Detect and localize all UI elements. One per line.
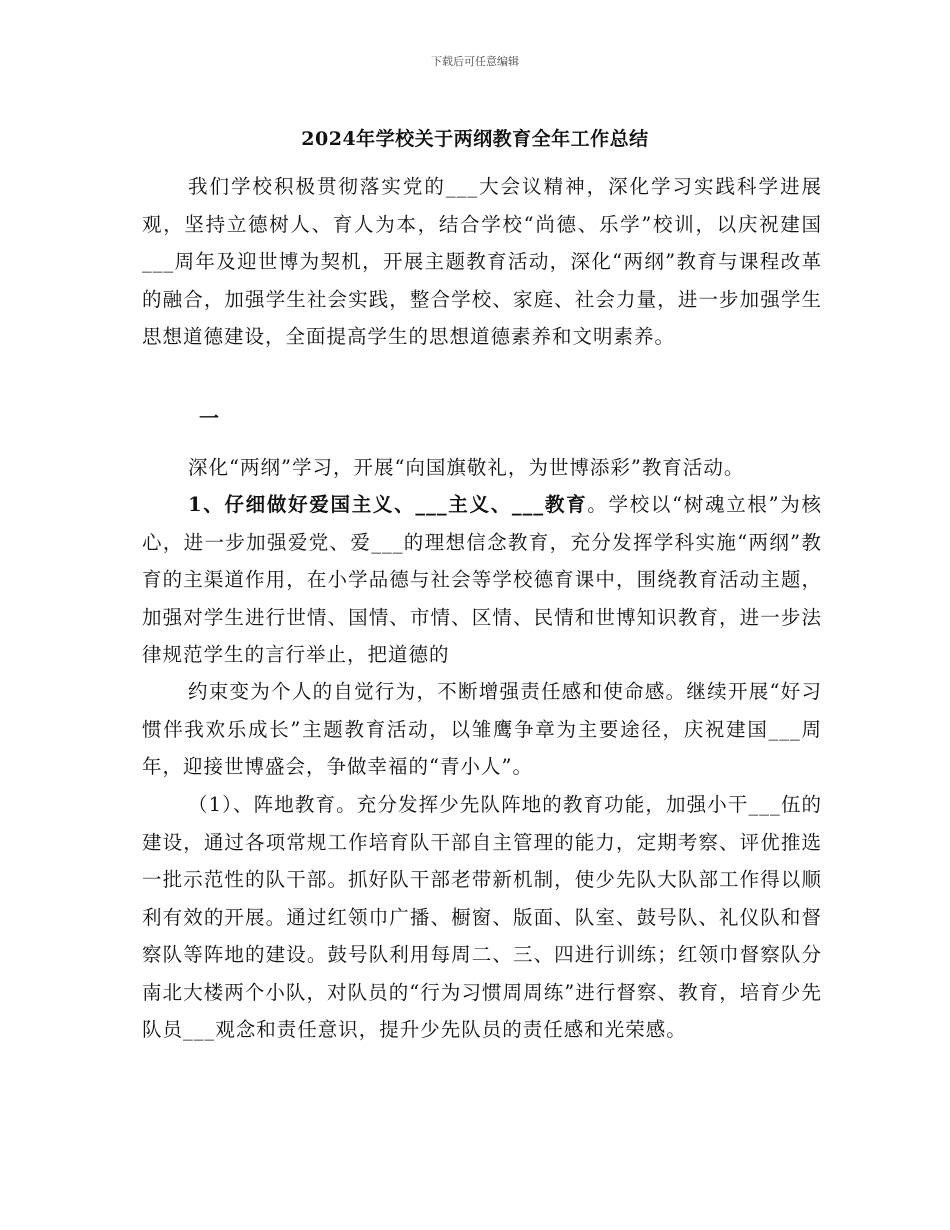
item1-heading: 1、仔细做好爱国主义、___主义、___教育 [188,493,588,516]
header-note: 下载后可任意编辑 [431,55,519,68]
section-one-heading: 一 [199,406,219,430]
document-title: 2024年学校关于两纲教育全年工作总结 [301,128,649,150]
item1-text: 。学校以“树魂立根”为核心，进一步加强爱党、爱___的理想信念教育，充分发挥学科实施“两纲”教育的主渠道作用，在小学品德与社会等学校德育课中，围绕教育活动主题，加强对学生进行世情、国情、市情、区情、民情和世博知识教育，进一步法律规范学生的言行举止，把道德的 [142,493,822,666]
item1-paragraph [142,486,822,674]
section-one-paragraph: 深化“两纲”学习，开展“向国旗敬礼，为世博添彩”教育活动。 [188,456,745,479]
sub1-paragraph: （1）、阵地教育。充分发挥少先队阵地的教育功能，加强小干___伍的建设，通过各项常规工作培育队干部自主管理的能力，定期考察、评优推选一批示范性的队干部。抓好队干部老带新机制，使少先队大队部工作得以顺利有效的开展。通过红领巾广播、橱窗、版面、队室、鼓号队、礼仪队和督察队等阵地的建设。鼓号队利用每周二、三、四进行训练；红领巾督察队分南北大楼两个小队，对队员的“行为习惯周周练”进行督察、教育，培育少先队员___观念和责任意识，提升少先队员的责任感和光荣感。 [142,793,822,1041]
item1-continuation-paragraph: 约束变为个人的自觉行为，不断增强责任感和使命感。继续开展“好习惯伴我欢乐成长”主题教育活动，以雏鹰争章为主要途径，庆祝建国___周年，迎接世博盛会，争做幸福的“青小人”。 [142,680,822,778]
intro-paragraph: 我们学校积极贯彻落实党的___大会议精神，深化学习实践科学进展观，坚持立德树人、育人为本，结合学校“尚德、乐学”校训，以庆祝建国___周年及迎世博为契机，开展主题教育活动，深化“两纲”教育与课程改革的融合，加强学生社会实践，整合学校、家庭、社会力量，进一步加强学生思想道德建设，全面提高学生的思想道德素养和文明素养。 [142,175,822,348]
